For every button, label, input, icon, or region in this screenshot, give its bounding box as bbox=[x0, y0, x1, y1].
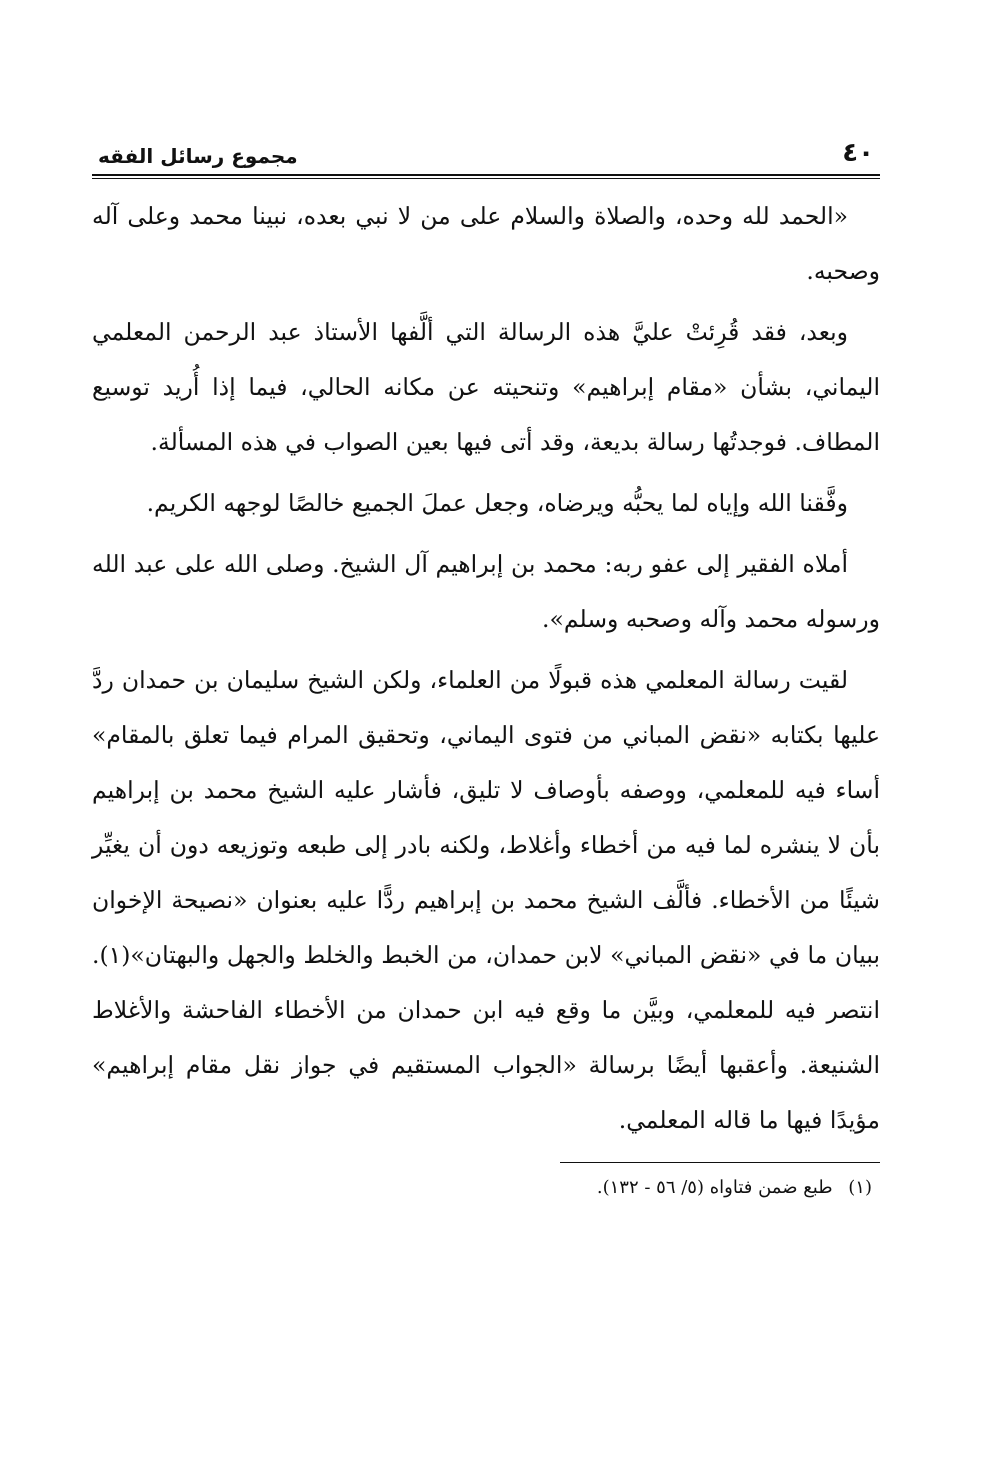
body-text bbox=[92, 189, 880, 1148]
book-page bbox=[92, 128, 880, 1205]
paragraph: «الحمد لله وحده، والصلاة والسلام على من لا نبي بعده، نبينا محمد وعلى آله وصحبه. bbox=[92, 202, 880, 285]
page-number: ٤٠ bbox=[842, 138, 874, 168]
footnote-marker: (١) bbox=[848, 1177, 872, 1198]
running-title: مجموع رسائل الفقه bbox=[98, 144, 298, 168]
footnote bbox=[92, 1171, 880, 1205]
footnote-separator bbox=[560, 1162, 880, 1163]
paragraph: لقيت رسالة المعلمي هذه قبولًا من العلماء، ولكن الشيخ سليمان بن حمدان ردَّ عليها بكتابه «نقض المباني من فتوى اليماني، وتحقيق المرام فيما تعلق بالمقام» أساء فيه للمعلمي، ووصفه بأوصاف لا تليق، فأشار عليه الشيخ محمد بن إبراهيم بأن لا ينشره لما فيه من أخطاء وأغلاط، ولكنه بادر إلى طبعه وتوزيعه دون أن يغيِّر شيئًا من الأخطاء. فألَّف الشيخ محمد بن إبراهيم ردًّا عليه بعنوان «نصيحة الإخوان ببيان ما في «نقض المباني» لابن حمدان، من الخبط والخلط والجهل والبهتان»(١). انتصر فيه للمعلمي، وبيَّن ما وقع فيه ابن حمدان من الأخطاء الفاحشة والأغلاط الشنيعة. وأعقبها أيضًا برسالة «الجواب المستقيم في جواز نقل مقام إبراهيم» مؤيدًا فيها ما قاله المعلمي. bbox=[92, 666, 880, 1134]
header-rule bbox=[92, 174, 880, 176]
paragraph: وبعد، فقد قُرِئتْ عليَّ هذه الرسالة التي ألَّفها الأستاذ عبد الرحمن المعلمي اليماني، بشأن «مقام إبراهيم» وتنحيته عن مكانه الحالي، فيما إذا أُريد توسيع المطاف. فوجدتُها رسالة بديعة، وقد أتى فيها بعين الصواب في هذه المسألة. bbox=[92, 318, 880, 456]
paragraph: وفَّقنا الله وإياه لما يحبُّه ويرضاه، وجعل عملَ الجميع خالصًا لوجهه الكريم. bbox=[146, 489, 848, 517]
footnote-text: طبع ضمن فتاواه (٥/ ٥٦ - ١٣٢). bbox=[596, 1177, 833, 1198]
paragraph: أملاه الفقير إلى عفو ربه: محمد بن إبراهيم آل الشيخ. وصلى الله على عبد الله ورسوله محمد وآله وصحبه وسلم». bbox=[92, 550, 880, 633]
header-rule-thin bbox=[92, 178, 880, 179]
page-header bbox=[92, 128, 880, 166]
